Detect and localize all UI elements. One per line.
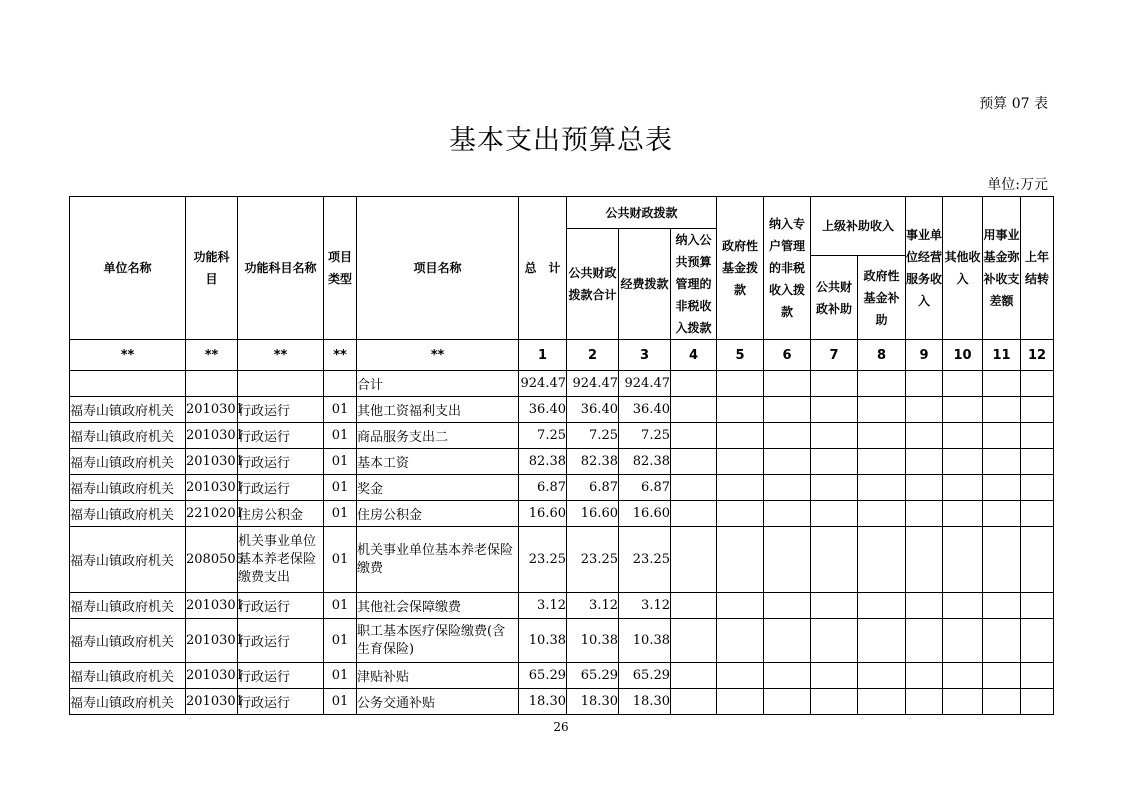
cell-unit: 福寿山镇政府机关 bbox=[70, 423, 186, 449]
cell-code: 2010301 bbox=[186, 593, 238, 619]
header-nontax-mgmt: 纳入公共预算管理的非税收入拨款 bbox=[671, 229, 717, 340]
index-cell: ** bbox=[324, 340, 357, 371]
header-special-nontax: 纳入专户管理的非税收入拨款 bbox=[764, 197, 811, 340]
table-row bbox=[70, 423, 1054, 449]
header-public-fiscal-total: 公共财政拨款合计 bbox=[567, 229, 619, 340]
index-cell: ** bbox=[70, 340, 186, 371]
cell-unit: 福寿山镇政府机关 bbox=[70, 527, 186, 593]
cell-funding: 924.47 bbox=[619, 371, 671, 397]
cell-pf-total: 924.47 bbox=[567, 371, 619, 397]
unit-label: 单位:万元 bbox=[987, 177, 1048, 193]
header-proj-type: 项目类型 bbox=[324, 197, 357, 340]
table-row bbox=[70, 593, 1054, 619]
index-cell: ** bbox=[186, 340, 238, 371]
index-cell: 10 bbox=[943, 340, 983, 371]
cell-code: 2010301 bbox=[186, 449, 238, 475]
cell-unit bbox=[70, 371, 186, 397]
cell-type bbox=[324, 371, 357, 397]
index-cell: 8 bbox=[858, 340, 906, 371]
cell-code: 2010301 bbox=[186, 397, 238, 423]
header-other-income: 其他收入 bbox=[943, 197, 983, 340]
cell-item: 合计 bbox=[357, 371, 519, 397]
cell-func: 行政运行 bbox=[238, 449, 324, 475]
cell-pf-total: 6.87 bbox=[567, 475, 619, 501]
cell-func: 行政运行 bbox=[238, 593, 324, 619]
cell-pf-total: 82.38 bbox=[567, 449, 619, 475]
cell-funding: 65.29 bbox=[619, 663, 671, 689]
cell-item: 机关事业单位基本养老保险缴费 bbox=[357, 527, 519, 593]
index-cell: 6 bbox=[764, 340, 811, 371]
index-row bbox=[70, 340, 1054, 371]
header-func-name: 功能科目名称 bbox=[238, 197, 324, 340]
cell-pf-total: 7.25 bbox=[567, 423, 619, 449]
cell-func: 行政运行 bbox=[238, 475, 324, 501]
table-row bbox=[70, 501, 1054, 527]
table-row bbox=[70, 663, 1054, 689]
cell-pf-total: 16.60 bbox=[567, 501, 619, 527]
index-cell: 12 bbox=[1021, 340, 1054, 371]
cell-item: 其他社会保障缴费 bbox=[357, 593, 519, 619]
cell-item: 奖金 bbox=[357, 475, 519, 501]
table-row bbox=[70, 619, 1054, 663]
cell-unit: 福寿山镇政府机关 bbox=[70, 689, 186, 715]
cell-unit: 福寿山镇政府机关 bbox=[70, 397, 186, 423]
header-carryover: 上年结转 bbox=[1021, 197, 1054, 340]
header-func-code: 功能科目 bbox=[186, 197, 238, 340]
cell-funding: 18.30 bbox=[619, 689, 671, 715]
cell-funding: 6.87 bbox=[619, 475, 671, 501]
cell-item: 津贴补贴 bbox=[357, 663, 519, 689]
cell-type: 01 bbox=[324, 501, 357, 527]
cell-funding: 82.38 bbox=[619, 449, 671, 475]
cell-total: 7.25 bbox=[519, 423, 567, 449]
header-superior-subsidy: 上级补助收入 bbox=[811, 197, 906, 256]
header-unit-name: 单位名称 bbox=[70, 197, 186, 340]
index-cell: 11 bbox=[983, 340, 1021, 371]
cell-type: 01 bbox=[324, 475, 357, 501]
cell-type: 01 bbox=[324, 423, 357, 449]
cell-pf-total: 23.25 bbox=[567, 527, 619, 593]
index-cell: 1 bbox=[519, 340, 567, 371]
index-cell: 2 bbox=[567, 340, 619, 371]
cell-total: 65.29 bbox=[519, 663, 567, 689]
cell-code: 2010301 bbox=[186, 423, 238, 449]
cell-funding: 36.40 bbox=[619, 397, 671, 423]
table-row bbox=[70, 475, 1054, 501]
cell-total: 10.38 bbox=[519, 619, 567, 663]
cell-pf-total: 18.30 bbox=[567, 689, 619, 715]
header-funding: 经费拨款 bbox=[619, 229, 671, 340]
cell-code: 2010301 bbox=[186, 619, 238, 663]
cell-code: 2210201 bbox=[186, 501, 238, 527]
cell-code: 2080505 bbox=[186, 527, 238, 593]
cell-total: 924.47 bbox=[519, 371, 567, 397]
cell-total: 18.30 bbox=[519, 689, 567, 715]
page-title: 基本支出预算总表 bbox=[449, 125, 673, 156]
cell-func: 住房公积金 bbox=[238, 501, 324, 527]
form-number: 预算 07 表 bbox=[979, 96, 1048, 112]
cell-unit: 福寿山镇政府机关 bbox=[70, 663, 186, 689]
index-cell: 9 bbox=[906, 340, 943, 371]
cell-funding: 16.60 bbox=[619, 501, 671, 527]
header-sup-gov-fund: 政府性基金补助 bbox=[858, 256, 906, 340]
header-proj-name: 项目名称 bbox=[357, 197, 519, 340]
header-fund-balance: 用事业基金弥补收支差额 bbox=[983, 197, 1021, 340]
index-cell: 3 bbox=[619, 340, 671, 371]
header-public-fiscal: 公共财政拨款 bbox=[567, 197, 717, 229]
cell-unit: 福寿山镇政府机关 bbox=[70, 619, 186, 663]
cell-type: 01 bbox=[324, 619, 357, 663]
cell-type: 01 bbox=[324, 449, 357, 475]
cell-total: 16.60 bbox=[519, 501, 567, 527]
cell-type: 01 bbox=[324, 527, 357, 593]
cell-funding: 7.25 bbox=[619, 423, 671, 449]
cell-type: 01 bbox=[324, 593, 357, 619]
budget-table bbox=[69, 196, 1054, 715]
cell-item: 公务交通补贴 bbox=[357, 689, 519, 715]
cell-item: 其他工资福利支出 bbox=[357, 397, 519, 423]
cell-func: 机关事业单位基本养老保险缴费支出 bbox=[238, 527, 324, 593]
index-cell: ** bbox=[357, 340, 519, 371]
cell-total: 82.38 bbox=[519, 449, 567, 475]
index-cell: 7 bbox=[811, 340, 858, 371]
cell-pf-total: 65.29 bbox=[567, 663, 619, 689]
cell-code: 2010301 bbox=[186, 663, 238, 689]
cell-total: 36.40 bbox=[519, 397, 567, 423]
cell-func: 行政运行 bbox=[238, 663, 324, 689]
header-sup-public-fiscal: 公共财政补助 bbox=[811, 256, 858, 340]
cell-item: 职工基本医疗保险缴费(含生育保险) bbox=[357, 619, 519, 663]
table-row-total bbox=[70, 371, 1054, 397]
cell-pf-total: 3.12 bbox=[567, 593, 619, 619]
cell-funding: 3.12 bbox=[619, 593, 671, 619]
cell-code bbox=[186, 371, 238, 397]
cell-unit: 福寿山镇政府机关 bbox=[70, 449, 186, 475]
cell-funding: 23.25 bbox=[619, 527, 671, 593]
page-number: 26 bbox=[553, 720, 569, 734]
cell-pf-total: 36.40 bbox=[567, 397, 619, 423]
cell-type: 01 bbox=[324, 689, 357, 715]
cell-total: 6.87 bbox=[519, 475, 567, 501]
table-row bbox=[70, 689, 1054, 715]
cell-code: 2010301 bbox=[186, 475, 238, 501]
header-business-service: 事业单位经营服务收入 bbox=[906, 197, 943, 340]
table-row bbox=[70, 527, 1054, 593]
cell-item: 基本工资 bbox=[357, 449, 519, 475]
index-cell: 5 bbox=[717, 340, 764, 371]
cell-total: 23.25 bbox=[519, 527, 567, 593]
header-total: 总 计 bbox=[519, 197, 567, 340]
cell-item: 商品服务支出二 bbox=[357, 423, 519, 449]
cell-total: 3.12 bbox=[519, 593, 567, 619]
cell-funding: 10.38 bbox=[619, 619, 671, 663]
cell-func: 行政运行 bbox=[238, 423, 324, 449]
cell-func: 行政运行 bbox=[238, 397, 324, 423]
cell-item: 住房公积金 bbox=[357, 501, 519, 527]
cell-unit: 福寿山镇政府机关 bbox=[70, 475, 186, 501]
cell-func bbox=[238, 371, 324, 397]
table-row bbox=[70, 397, 1054, 423]
cell-type: 01 bbox=[324, 397, 357, 423]
cell-func: 行政运行 bbox=[238, 689, 324, 715]
cell-type: 01 bbox=[324, 663, 357, 689]
cell-func: 行政运行 bbox=[238, 619, 324, 663]
cell-pf-total: 10.38 bbox=[567, 619, 619, 663]
index-cell: 4 bbox=[671, 340, 717, 371]
cell-unit: 福寿山镇政府机关 bbox=[70, 501, 186, 527]
cell-code: 2010301 bbox=[186, 689, 238, 715]
cell-unit: 福寿山镇政府机关 bbox=[70, 593, 186, 619]
header-gov-fund: 政府性基金拨款 bbox=[717, 197, 764, 340]
table-row bbox=[70, 449, 1054, 475]
index-cell: ** bbox=[238, 340, 324, 371]
